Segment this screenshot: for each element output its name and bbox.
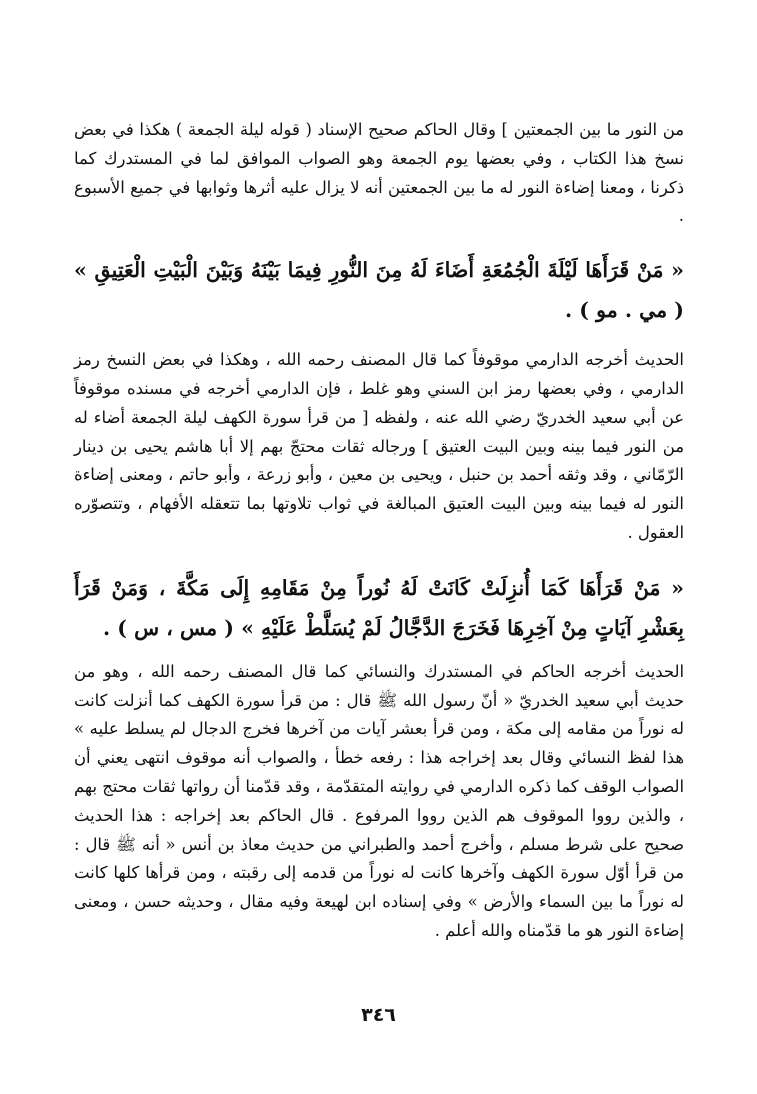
page-number: ٣٤٦ xyxy=(361,1004,396,1026)
commentary-paragraph-2: الحديث أخرجه الدارمي موقوفاً كما قال المصنف رحمه الله ، وهكذا في بعض النسخ رمز الدارمي ، وفي بعضها رمز ابن السني وهو غلط ، فإن الدارمي أخرجه في مسنده موقوفاً عن أبي سعيد الخدريّ رضي الله عنه ، ولفظه [ من قرأ سورة الكهف ليلة الجمعة أضاء له من النور فيما بينه وبين البيت العتيق ] ورجاله ثقات محتجّ بهم إلا أبا هاشم يحيى بن دينار الرّمّاني ، وقد وثقه أحمد بن حنبل ، ويحيى بن معين ، وأبو زرعة ، وأبو حاتم ، ومعنى إضاءة النور له فيما بينه وبين البيت العتيق المبالغة في ثواب تلاوتها بما تتعقله الأفهام ، وتتصوّره العقول . xyxy=(74,350,684,542)
commentary-paragraph-3: الحديث أخرجه الحاكم في المستدرك والنسائي كما قال المصنف رحمه الله ، وهو من حديث أبي سعيد الخدريّ « أنّ رسول الله ﷺ قال : من قرأ سورة الكهف كما أنزلت كانت له نوراً من مقامه إلى مكة ، ومن قرأ بعشر آيات من آخرها فخرج الدجال لم يسلط عليه » هذا لفظ النسائي وقال بعد إخراجه هذا : رفعه خطأ ، والصواب أنه موقوف انتهى يعني أن الصواب الوقف كما ذكره الدارمي في روايته المتقدّمة ، وقد قدّمنا أن رواتها ثقات محتج بهم ، والذين رووا الموقوف هم الذين رووا المرفوع . قال الحاكم بعد إخراجه : هذا الحديث صحيح على شرط مسلم ، وأخرج أحمد والطبراني من حديث معاذ بن أنس « أنه ﷺ قال : من قرأ أوّل سورة الكهف وآخرها كانت له نوراً من قدمه إلى رقبته ، ومن قرأها كلها كانت له نوراً ما بين السماء والأرض » وفي إسناده ابن لهيعة وفيه مقال ، وحديثه حسن ، ومعنى إضاءة النور هو ما قدّمناه والله أعلم . xyxy=(74,661,684,940)
commentary-paragraph-1: من النور ما بين الجمعتين ] وقال الحاكم صحيح الإسناد ( قوله ليلة الجمعة ) هكذا في بعض نسخ هذا الكتاب ، وفي بعضها يوم الجمعة وهو الصواب الموافق لما في المستدرك كما ذكرنا ، ومعنا إضاءة النور له ما بين الجمعتين أنه لا يزال عليه أثرها وثوابها في جميع الأسبوع . xyxy=(74,120,684,226)
hadith-text-2: « مَنْ قَرَأَهَا كَمَا أُنزِلَتْ كَانَتْ لَهُ نُوراً مِنْ مَقَامِهِ إِلَى مَكَّةَ ، وَمَنْ قَرَأَ بِعَشْرِ آيَاتٍ مِنْ آخِرِهَا فَخَرَجَ الدَّجَّالُ لَمْ يُسَلَّطْ عَلَيْهِ » ( مس ، س ) . xyxy=(74,575,684,640)
page-body xyxy=(74,116,684,946)
hadith-text-1: « مَنْ قَرَأَهَا لَيْلَةَ الْجُمُعَةِ أَضَاءَ لَهُ مِنَ النُّورِ فِيمَا بَيْنَهُ وَبَيْنَ الْبَيْتِ الْعَتِيقِ » ( مي . مو ) . xyxy=(74,258,684,323)
